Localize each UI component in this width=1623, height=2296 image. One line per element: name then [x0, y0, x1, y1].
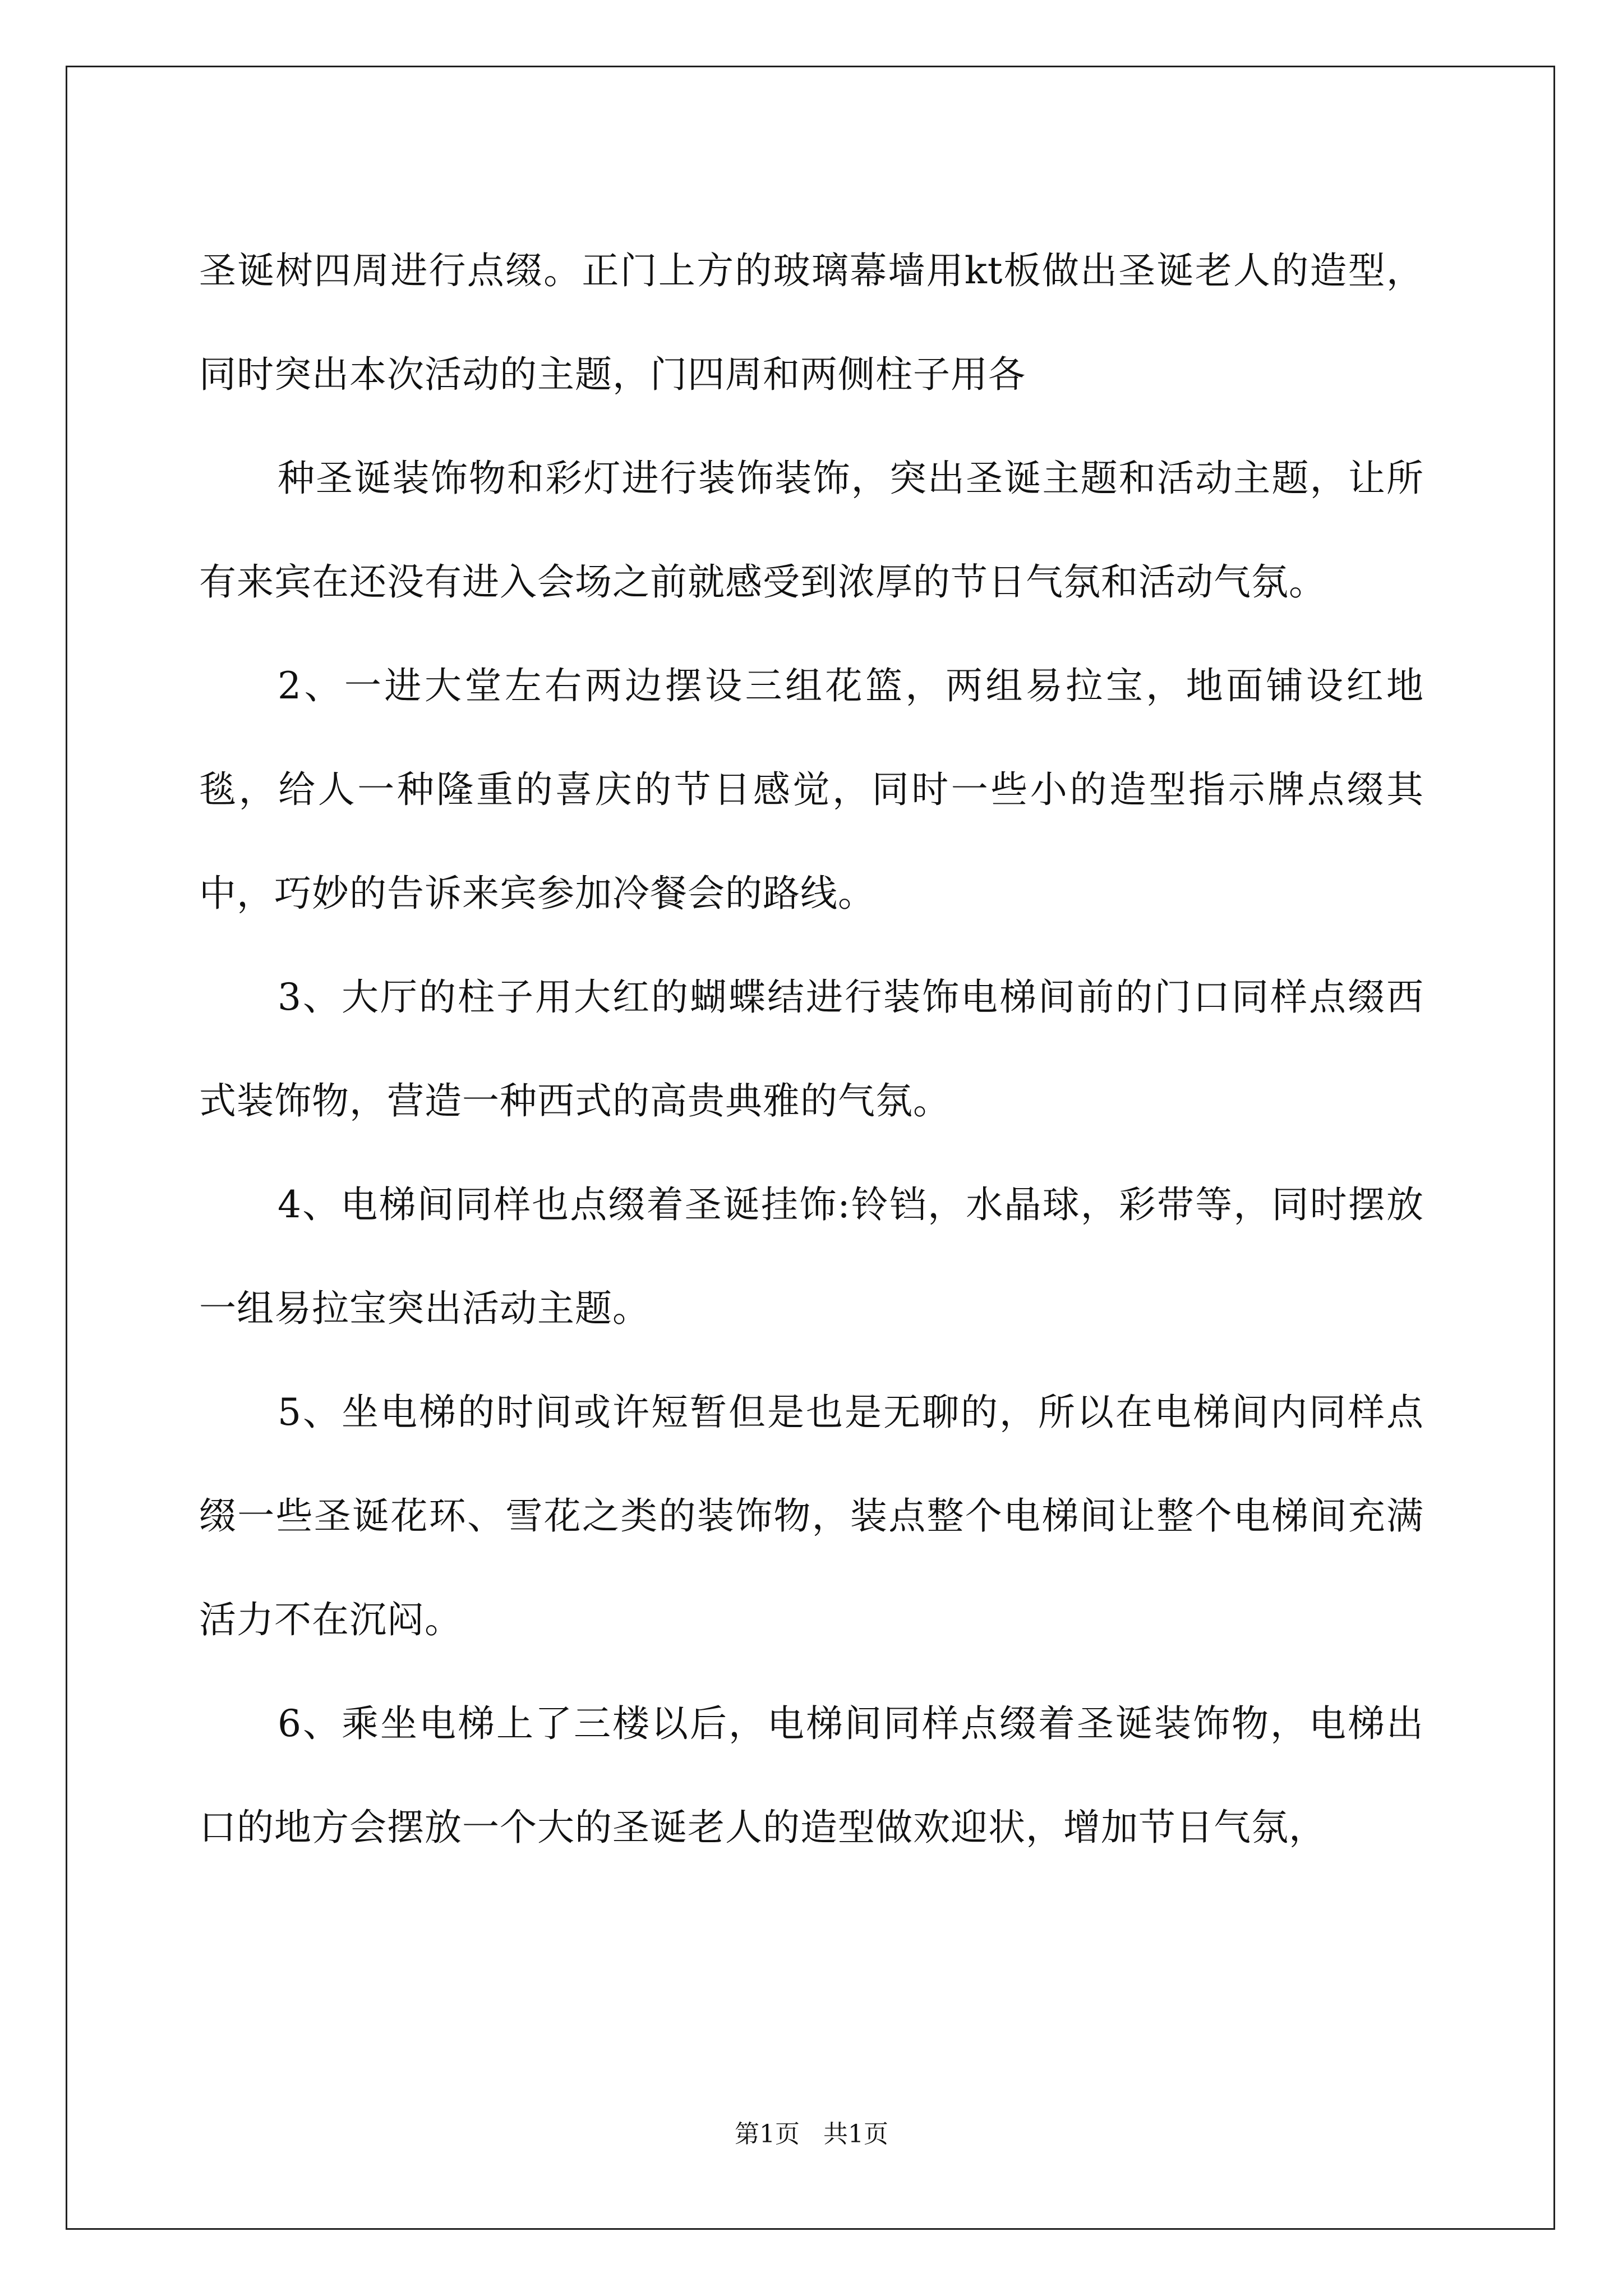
document-body — [199, 219, 1424, 1879]
paragraph-4: 3、大厅的柱子用大红的蝴蝶结进行装饰电梯间前的门口同样点缀西式装饰物，营造一种西式的高贵典雅的气氛。 — [199, 976, 1424, 1122]
paragraph-2: 种圣诞装饰物和彩灯进行装饰装饰，突出圣诞主题和活动主题，让所有来宾在还没有进入会场之前就感受到浓厚的节日气氛和活动气氛。 — [199, 457, 1424, 604]
page-footer — [0, 2114, 1623, 2150]
paragraph-3: 2、一进大堂左右两边摆设三组花篮，两组易拉宝，地面铺设红地毯，给人一种隆重的喜庆的节日感觉，同时一些小的造型指示牌点缀其中，巧妙的告诉来宾参加冷餐会的路线。 — [199, 664, 1424, 915]
page-total: 共1页 — [823, 2120, 888, 2148]
paragraph-6: 5、坐电梯的时间或许短暂但是也是无聊的，所以在电梯间内同样点缀一些圣诞花环、雪花之类的装饰物，装点整个电梯间让整个电梯间充满活力不在沉闷。 — [199, 1391, 1424, 1641]
paragraph-7: 6、乘坐电梯上了三楼以后，电梯间同样点缀着圣诞装饰物，电梯出口的地方会摆放一个大的圣诞老人的造型做欢迎状，增加节日气氛， — [199, 1702, 1424, 1849]
paragraph-1: 圣诞树四周进行点缀。正门上方的玻璃幕墙用kt板做出圣诞老人的造型，同时突出本次活动的主题，门四周和两侧柱子用各 — [199, 249, 1424, 396]
paragraph-5: 4、电梯间同样也点缀着圣诞挂饰:铃铛，水晶球，彩带等，同时摆放一组易拉宝突出活动主题。 — [199, 1183, 1424, 1330]
page-number: 第1页 — [735, 2120, 800, 2148]
